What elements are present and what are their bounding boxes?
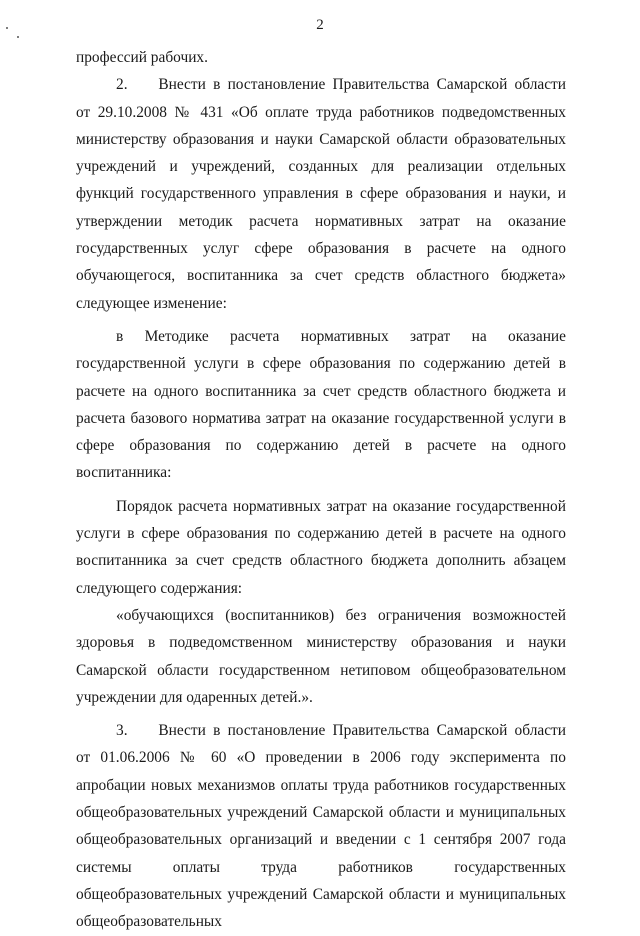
scan-speck xyxy=(17,36,19,38)
paragraph: «обучающихся (воспитанников) без ограничения возможностей здоровья в подведомственном министерству образования и науки Самарской области государственном нетиповом общеобразовательном учреждении для одаренных детей.». xyxy=(76,606,566,706)
paragraph: Порядок расчета нормативных затрат на оказание государственной услуги в сфере образования по содержанию детей в расчете на одного воспитанника за счет средств областного бюджета дополнить абзацем следующего содержания: xyxy=(76,497,566,597)
page-number: 2 xyxy=(316,17,324,33)
paragraph: 3. Внести в постановление Правительства Самарской области от 01.06.2006 № 60 «О проведении в 2006 году эксперимента по апробации новых механизмов оплаты труда работников государственных общеобразовательных учреждений Самарской области и муниципальных общеобразовательных организаций и введении с 1 сентября 2007 года системы оплаты труда работников государственных общеобразовательных учреждений Самарской области и муниципальных общеобразовательных xyxy=(76,722,566,931)
paragraph: 2. Внести в постановление Правительства Самарской области от 29.10.2008 № 431 «Об оплате труда работников подведомственных министерству образования и науки Самарской области образовательных учреждений и учреждений, созданных для реализации отдельных функций государственного управления в сфере образования и науки, и утверждении методик расчета нормативных затрат на оказание государственных услуг сфере образования в расчете на одного обучающегося, воспитанника за счет средств областного бюджета» следующее изменение: xyxy=(76,76,566,312)
document-body xyxy=(76,44,566,936)
paragraph: в Методике расчета нормативных затрат на оказание государственной услуги в сфере образования по содержанию детей в расчете на одного воспитанника за счет средств областного бюджета и расчета базового норматива затрат на оказание государственной услуги в сфере образования по содержанию детей в расчете на одного воспитанника: xyxy=(76,327,566,482)
paragraph: профессий рабочих. xyxy=(76,49,208,66)
